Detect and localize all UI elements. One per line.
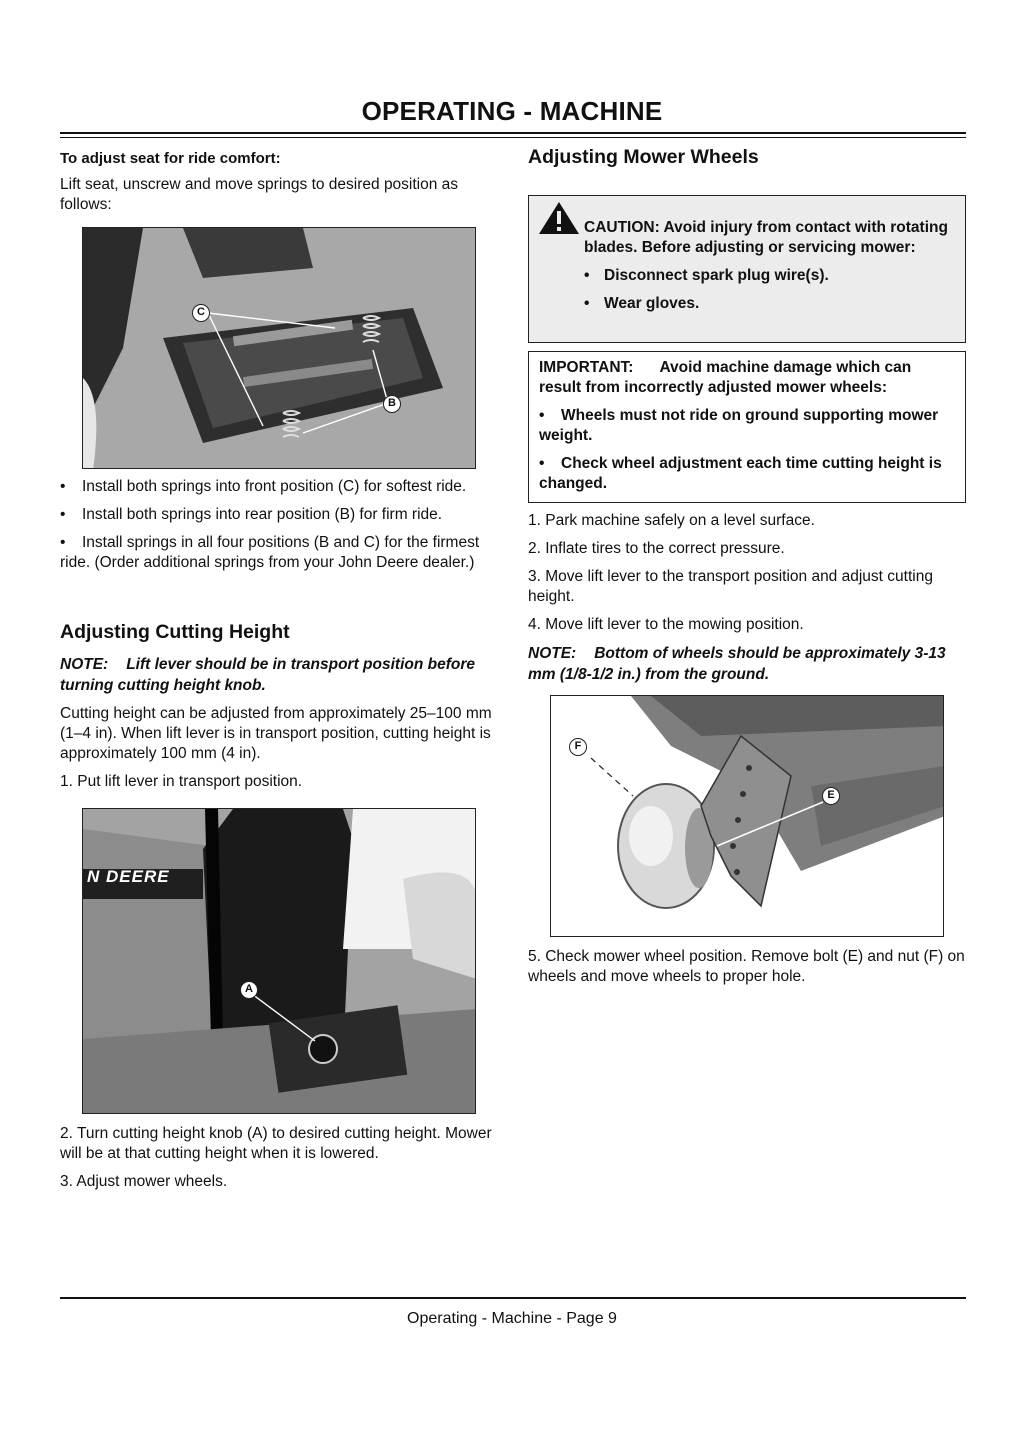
- seat-springs-illustration: [83, 228, 476, 469]
- wheel-step-5: 5. Check mower wheel position. Remove bolt (E) and nut (F) on wheels and move wheels to proper hole.: [528, 948, 965, 985]
- wheel-step: 4. Move lift lever to the mowing position.: [528, 616, 804, 633]
- seat-bullet: • Install springs in all four positions (B and C) for the firmest ride. (Order additional springs from your John Deere dealer.): [60, 534, 480, 571]
- wheel-step: 3. Move lift lever to the transport position and adjust cutting height.: [528, 568, 933, 605]
- important-text: IMPORTANT: Avoid machine damage which can result from incorrectly adjusted mower wheels:: [539, 359, 912, 396]
- footer-rule: [60, 1297, 966, 1299]
- warning-triangle-icon: [537, 200, 581, 236]
- caution-box: [528, 195, 966, 343]
- mower-wheel-photo: [550, 695, 944, 937]
- lift-lever-illustration: [83, 809, 476, 1114]
- page-footer: Operating - Machine - Page 9: [407, 1310, 617, 1327]
- lift-lever-photo: [82, 808, 476, 1114]
- mower-wheels-heading: Adjusting Mower Wheels: [528, 146, 759, 168]
- cutting-height-heading: Adjusting Cutting Height: [60, 621, 290, 643]
- brand-text: N DEERE: [87, 867, 170, 886]
- wheel-step: 1. Park machine safely on a level surface.: [528, 512, 815, 529]
- cutting-para: Cutting height can be adjusted from approximately 25–100 mm (1–4 in). When lift lever is in transport position, cutting height is approximately 100 mm (4 in).: [60, 705, 492, 762]
- right-column: [528, 146, 966, 987]
- caution-item: • Wear gloves.: [584, 295, 700, 312]
- callout-b: B: [383, 395, 401, 413]
- callout-c: C: [192, 304, 210, 322]
- caution-text: CAUTION: Avoid injury from contact with rotating blades. Before adjusting or servicing mower:: [584, 219, 948, 256]
- seat-bullets: [60, 477, 500, 573]
- header-rule-thin: [60, 137, 966, 138]
- wheel-note: NOTE: Bottom of wheels should be approximately 3-13 mm (1/8-1/2 in.) from the ground.: [528, 645, 946, 683]
- left-column: [60, 146, 500, 1192]
- important-item: • Check wheel adjustment each time cutting height is changed.: [539, 455, 942, 492]
- important-box: [528, 351, 966, 503]
- seat-intro: Lift seat, unscrew and move springs to desired position as follows:: [60, 176, 459, 213]
- wheel-steps: [528, 511, 966, 635]
- cutting-step-2: 2. Turn cutting height knob (A) to desired cutting height. Mower will be at that cutting height when it is lowered.: [60, 1125, 492, 1162]
- header-rule: [60, 132, 966, 134]
- caution-item: • Disconnect spark plug wire(s).: [584, 267, 829, 284]
- seat-springs-photo: [82, 227, 476, 469]
- wheel-step: 2. Inflate tires to the correct pressure.: [528, 540, 785, 557]
- cutting-step-1: 1. Put lift lever in transport position.: [60, 773, 303, 790]
- cutting-note: NOTE: Lift lever should be in transport position before turning cutting height knob.: [60, 656, 475, 694]
- page-title: OPERATING - MACHINE: [361, 96, 663, 126]
- mower-wheel-illustration: [551, 696, 944, 937]
- important-item: • Wheels must not ride on ground supporting mower weight.: [539, 407, 939, 444]
- callout-a: A: [240, 981, 258, 999]
- callout-e: E: [822, 787, 840, 805]
- seat-bullet: • Install both springs into front position (C) for softest ride.: [60, 478, 467, 495]
- seat-bullet: • Install both springs into rear position (B) for firm ride.: [60, 506, 443, 523]
- callout-f: F: [569, 738, 587, 756]
- seat-heading: To adjust seat for ride comfort:: [60, 150, 281, 167]
- cutting-step-3: 3. Adjust mower wheels.: [60, 1173, 228, 1190]
